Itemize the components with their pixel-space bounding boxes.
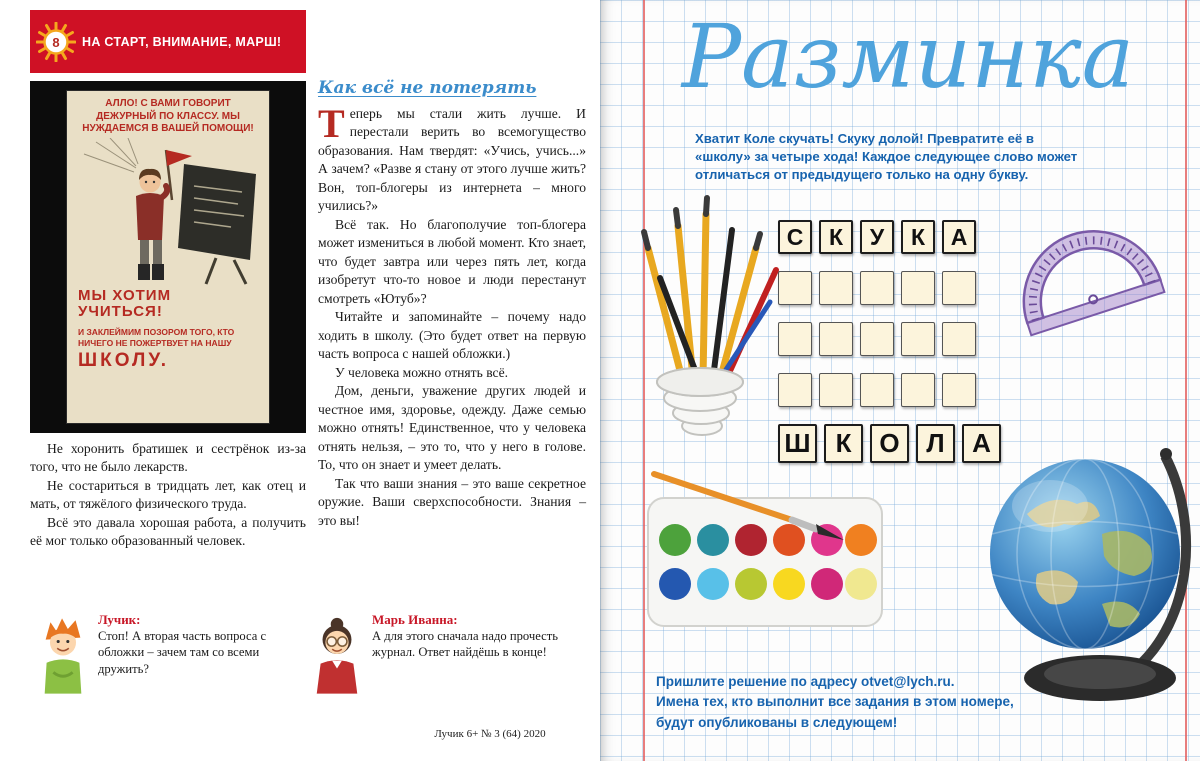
empty-word-row	[778, 322, 1001, 356]
answer-instructions	[656, 672, 1076, 733]
speech-bubble	[98, 612, 298, 677]
empty-tile	[901, 271, 935, 305]
red-flag	[166, 150, 192, 166]
letter-tile: К	[824, 424, 863, 463]
sun-page-icon	[36, 22, 76, 62]
letter-tile: Ш	[778, 424, 817, 463]
speaker-name: Лучик:	[98, 612, 141, 627]
warmup-title: Разминка	[681, 5, 1135, 108]
section-header	[30, 10, 306, 73]
outro-line: Пришлите решение по адресу otvet@lych.ru.	[656, 674, 955, 689]
article-paragraph: Читайте и запоминайте – почему надо ходить в школу. (Это будет ответ на первую часть вопроса с нашей обложки.)	[318, 309, 586, 362]
empty-tile	[901, 373, 935, 407]
word-ladder-puzzle	[778, 220, 1001, 463]
empty-word-row	[778, 271, 1001, 305]
characters-dialogue	[36, 612, 592, 698]
word-row-shkola	[778, 424, 1001, 463]
letter-tile: Л	[916, 424, 955, 463]
empty-tile	[860, 271, 894, 305]
letter-tile: С	[778, 220, 812, 254]
empty-tile	[942, 322, 976, 356]
empty-tile	[860, 373, 894, 407]
empty-tile	[819, 322, 853, 356]
luchik-speech	[36, 612, 298, 698]
puzzle-instructions: Хватит Коле скучать! Скуку долой! Превратите её в «школу» за четыре хода! Каждое следующее слово может отличаться от предыдущего только на одну букву.	[695, 131, 1078, 183]
poster-school-word: ШКОЛУ.	[78, 349, 170, 371]
speech-bubble	[372, 612, 592, 661]
empty-tile	[942, 271, 976, 305]
poster-slogan: МЫ ХОТИМ УЧИТЬСЯ!	[78, 286, 172, 320]
outro-line: Имена тех, кто выполнит все задания в этом номере,	[656, 694, 1014, 710]
word-row-skuka	[778, 220, 1001, 254]
intro-paragraph: Не состариться в тридцать лет, как отец и мать, от тяжёлого физического труда.	[30, 477, 306, 512]
protractor-photo	[998, 188, 1168, 338]
article-paragraph: Дом, деньги, уважение других людей и честное имя, здоровье, одежду. Даже семью можно отнять! Единственное, что у человека отнять нельзя, – это то, что у него в голове. То, что он знает и умеет делать.	[318, 383, 586, 473]
empty-tile	[778, 373, 812, 407]
article-heading: Как всё не потерять	[318, 78, 537, 98]
mar-ivanna-avatar	[310, 612, 364, 698]
empty-word-row	[778, 373, 1001, 407]
section-title: НА СТАРТ, ВНИМАНИЕ, МАРШ!	[82, 34, 282, 49]
pencil-cup-photo	[628, 186, 793, 441]
letter-tile: К	[901, 220, 935, 254]
poster-illustration	[66, 138, 270, 286]
issue-footer: Лучик 6+ № 3 (64) 2020	[434, 728, 546, 740]
poster-bottom-text: И ЗАКЛЕЙМИМ ПОЗОРОМ ТОГО, КТО НИЧЕГО НЕ ПОЖЕРТВУЕТ НА НАШУ	[78, 326, 235, 348]
outro-line: будут опубликованы в следующем!	[656, 714, 898, 730]
right-page	[600, 0, 1200, 761]
luchik-avatar	[36, 612, 90, 698]
letter-tile: К	[819, 220, 853, 254]
empty-tile	[860, 322, 894, 356]
letter-tile: А	[962, 424, 1001, 463]
article-column	[318, 78, 586, 530]
poster-panel	[30, 81, 306, 433]
empty-tile	[901, 322, 935, 356]
globe-photo	[982, 424, 1197, 709]
speaker-name: Марь Иванна:	[372, 612, 458, 627]
watercolor-paints-photo	[640, 468, 890, 633]
mar-ivanna-speech	[310, 612, 592, 698]
article-paragraph: Всё так. Но благополучие топ-блогера может измениться в любой момент. Кто знает, что будет завтра или через пять лет, когда изобретут что-то новое и люди перестанут смотреть «Ютуб»?	[318, 216, 586, 306]
empty-tile	[819, 373, 853, 407]
soviet-poster	[66, 90, 270, 424]
poster-top-text: АЛЛО! С ВАМИ ГОВОРИТ ДЕЖУРНЫЙ ПО КЛАССУ. МЫ НУЖДАЕМСЯ В ВАШЕЙ ПОМОЩИ!	[82, 98, 254, 134]
intro-paragraph: Всё это давала хорошая работа, а получить её мог только образованный человек.	[30, 514, 306, 549]
empty-tile	[778, 322, 812, 356]
intro-column	[30, 440, 306, 551]
page-number: 8	[52, 35, 60, 50]
article-paragraph: У человека можно отнять всё.	[335, 364, 509, 380]
empty-tile	[778, 271, 812, 305]
speech-text: А для этого сначала надо прочесть журнал. Ответ найдёшь в конце!	[372, 629, 558, 660]
intro-paragraph: Не хоронить братишек и сестрёнок из-за того, что не было лекарств.	[30, 441, 306, 475]
letter-tile: А	[942, 220, 976, 254]
empty-tile	[942, 373, 976, 407]
boy-figure	[136, 168, 167, 279]
letter-tile: О	[870, 424, 909, 463]
article-paragraph: Так что ваши знания – это ваше секретное оружие. Ваши сверхспособности. Знания – это вы!	[318, 475, 586, 528]
letter-tile: У	[860, 220, 894, 254]
speech-text: Стоп! А вторая часть вопроса с обложки – зачем там со всеми дружить?	[98, 629, 267, 676]
empty-tile	[819, 271, 853, 305]
blackboard-shape	[178, 164, 256, 260]
article-paragraph: Теперь мы стали жить лучше. И перестали верить во всемогущество образования. Нам твердят: «Учись, учись...» А зачем? «Разве я стану от этого лучше жить? Вон, топ-блогеры из интернета – много учились?»	[318, 101, 586, 214]
